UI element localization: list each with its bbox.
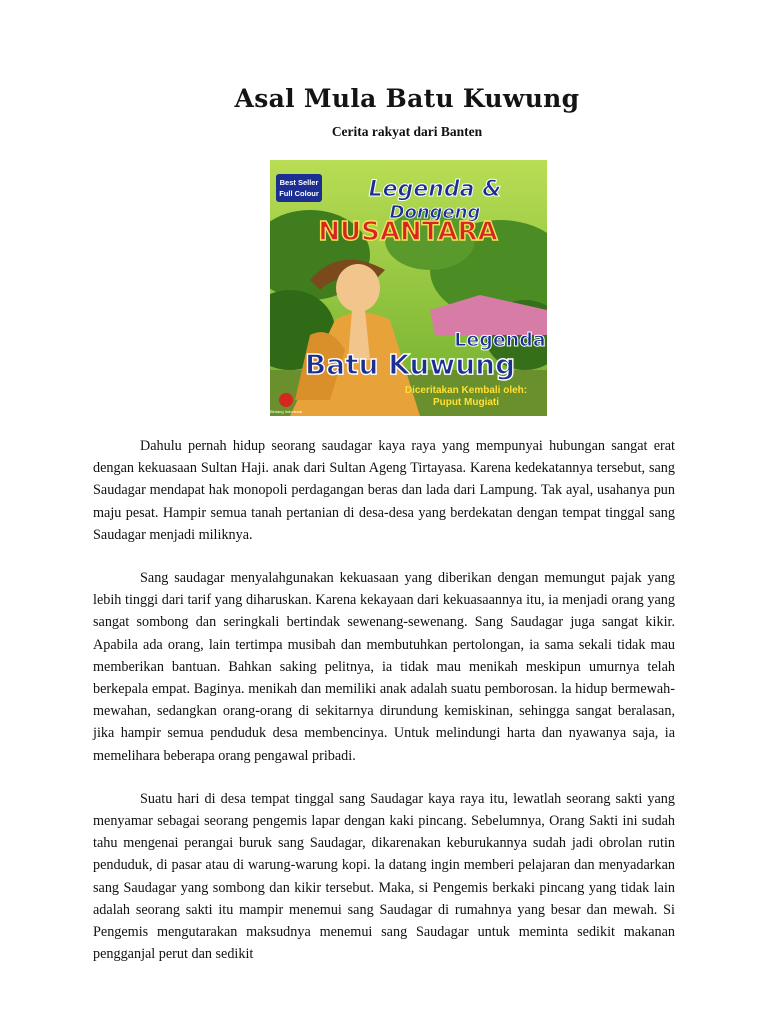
paragraph: Dahulu pernah hidup seorang saudagar kaya raya yang mempunyai hubungan sangat erat dengan kekuasaan Sultan Haji. anak dari Sultan Ageng Tirtayasa. Karena kedekatannya tersebut, sang Saudagar mendapat hak monopoli perdagangan beras dan lada dari Lampung. Tak ayal, usahanya pun maju pesat. Hampir semua tanah pertanian di desa-desa yang berdekatan dengan tempat tinggal sang Saudagar menjadi miliknya. bbox=[93, 438, 675, 543]
cover-credit-line1: Diceritakan Kembali oleh: bbox=[404, 385, 528, 396]
cover-credit-line2: Puput Mugiati bbox=[432, 397, 500, 408]
cover-book-title-line2: Batu Kuwung bbox=[304, 348, 516, 381]
story-body bbox=[93, 435, 675, 986]
cover-badge bbox=[276, 174, 322, 202]
cover-badge-line2: Full Colour bbox=[279, 189, 319, 198]
book-cover-image bbox=[270, 160, 547, 416]
document-subtitle: Cerita rakyat dari Banten bbox=[331, 124, 483, 139]
cover-series-main: NUSANTARA bbox=[318, 217, 498, 247]
cover-series-line2: Dongeng bbox=[389, 202, 481, 223]
paragraph: Suatu hari di desa tempat tinggal sang Saudagar kaya raya itu, lewatlah seorang sakti yang menyamar sebagai seorang pengemis lapar dengan kaki pincang. Sebelumnya, Orang Sakti ini sudah tahu mengenai perangai buruk sang Saudagar, dikarenakan keburukannya sudah jadi obrolan rutin penduduk, di pasar atau di warung-warung kopi. la datang ingin memberi pelajaran dan menyadarkan sang Saudagar yang sombong dan kikir tersebut. Maka, si Pengemis berkaki pincang yang tidak lain adalah seorang sakti itu mampir menemui sang Saudagar di rumahnya yang besar dan mewah. Si Pengemis mengutarakan maksudnya menemui sang Saudagar untuk meminta sedikit makanan pengganjal perut dan sedikit bbox=[93, 790, 675, 963]
paragraph: Sang saudagar menyalahgunakan kekuasaan yang diberikan dengan memungut pajak yang lebih tinggi dari tarif yang diharuskan. Karena kekayaan dari kekuasaannya itu, ia menjadi orang yang sangat sombong dan seringkali bertindak sewenang-sewenang. Sang Saudagar juga sangat kikir. Apabila ada orang, lain tertimpa musibah dan membutuhkan pertolongan, ia sama sekali tidak mau memberikan bantuan. Bahkan saking pelitnya, ia tidak mau menikah meskipun umurnya telah berkepala empat. Baginya. menikah dan memiliki anak adalah suatu pemborosan. la hidup bermewah-mewahan, sedangkan orang-orang di sekitarnya dirundung kemiskinan, sehingga sangat beralasan, jika hampir semua penduduk desa membencinya. Untuk melindungi harta dan nyawanya saja, ia memelihara beberapa orang pengawal pribadi. bbox=[93, 570, 675, 764]
cover-series-line1: Legenda & bbox=[368, 177, 502, 202]
cover-book-title-line1: Legenda bbox=[454, 329, 546, 351]
cover-publisher: Bintang Indonesia bbox=[270, 409, 303, 414]
cover-badge-line1: Best Seller bbox=[279, 178, 319, 187]
document-title: Asal Mula Batu Kuwung bbox=[234, 84, 580, 113]
